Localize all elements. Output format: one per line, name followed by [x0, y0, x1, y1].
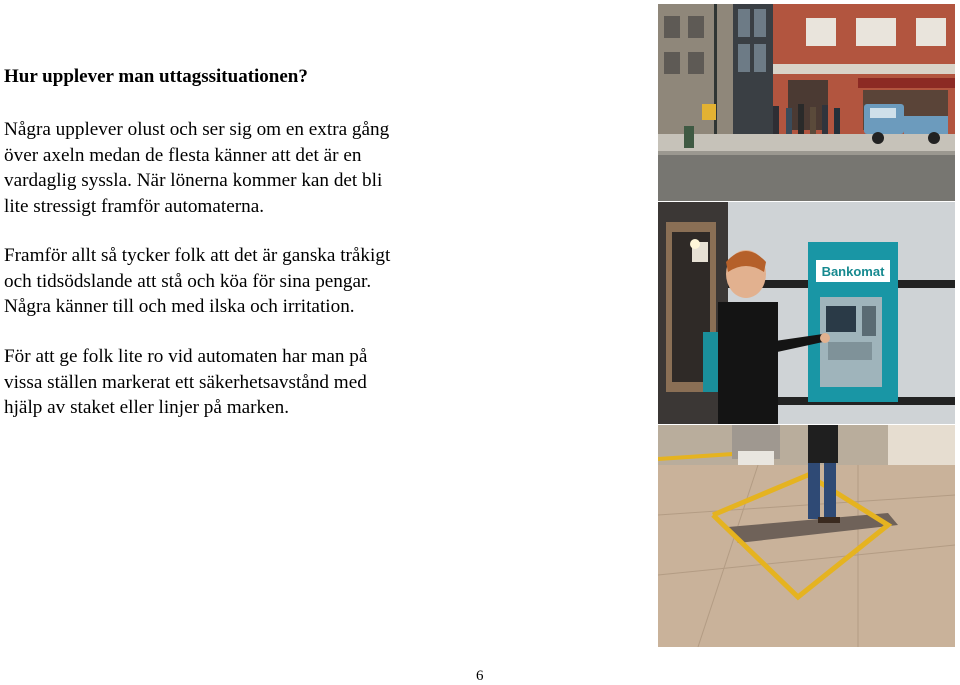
paragraph-line: hjälp av staket eller linjer på marken. [4, 397, 290, 418]
paragraph-2 [4, 243, 454, 320]
page-number: 6 [476, 668, 484, 684]
photo-atm-user [658, 202, 955, 424]
paragraph-line: Framför allt så tycker folk att det är ganska tråkigt [4, 245, 391, 266]
paragraph-line: över axeln medan de flesta känner att det är en [4, 144, 362, 166]
paragraph-3 [4, 344, 454, 421]
page-heading: Hur upplever man uttagssituationen? [4, 66, 308, 87]
paragraph-line: För att ge folk lite ro vid automaten har man på [4, 346, 368, 367]
paragraph-1 [4, 117, 454, 219]
photo-floor-markings [658, 425, 955, 647]
atm-sign: Bankomat [821, 264, 885, 279]
paragraph-line: och tidsödslande att stå och köa för sina pengar. [4, 270, 372, 292]
paragraph-line: Några upplever olust och ser sig om en extra gång [4, 119, 390, 140]
paragraph-line: Några känner till och med ilska och irritation. [4, 296, 355, 317]
photo-street-queue [658, 4, 955, 201]
paragraph-line: vissa ställen markerat ett säkerhetsavstånd med [4, 371, 367, 393]
paragraph-line: vardaglig syssla. När lönerna kommer kan det bli [4, 170, 383, 191]
paragraph-line: lite stressigt framför automaterna. [4, 195, 265, 217]
